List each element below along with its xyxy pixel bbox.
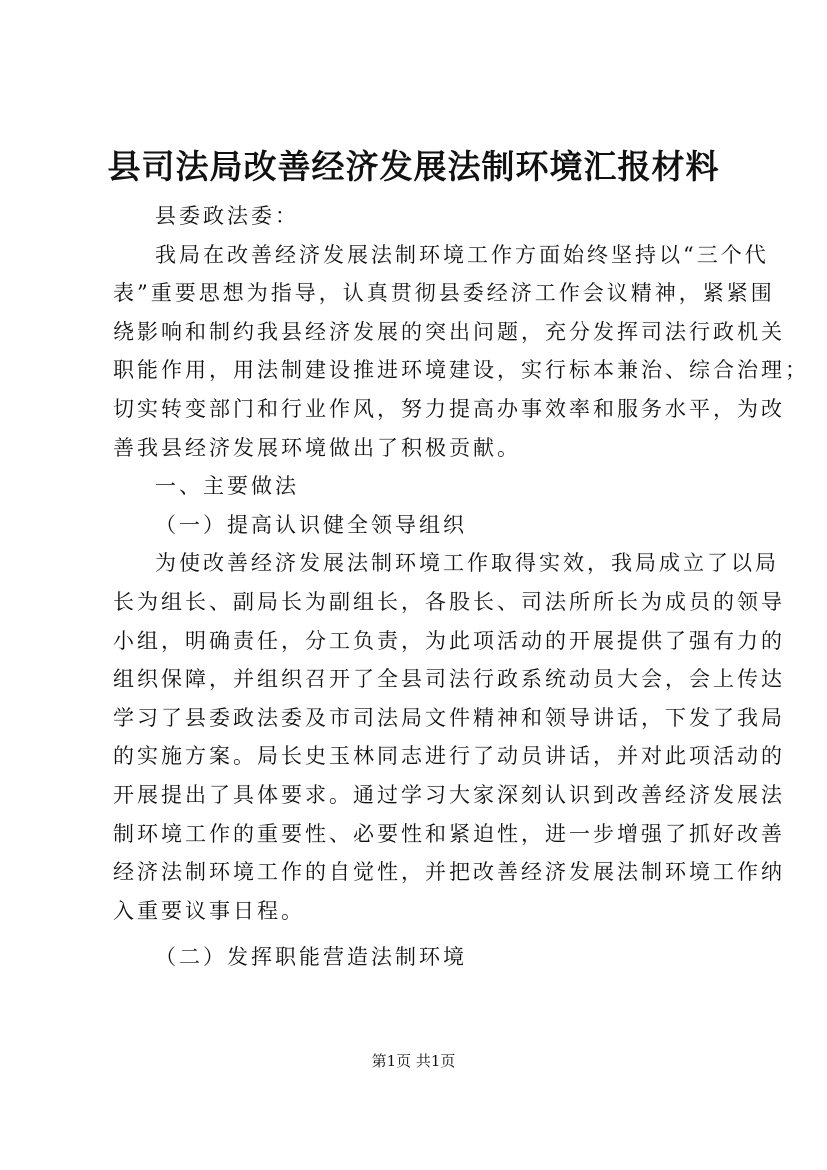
salutation: 县委政法委： (155, 204, 299, 228)
paragraph-line: 经济法制环境工作的自觉性，并把改善经济发展法制环境工作纳 (113, 860, 785, 885)
subsection-paragraph (113, 544, 785, 930)
intro-line: 绕影响和制约我县经济发展的突出问题，充分发挥司法行政机关 (113, 319, 785, 344)
intro-line: 我局在改善经济发展法制环境工作方面始终坚持以“三个代 (155, 242, 769, 267)
document-body (113, 197, 809, 977)
paragraph-line: 学习了县委政法委及市司法局文件精神和领导讲话，下发了我局 (113, 705, 785, 730)
intro-line: 表”重要思想为指导，认真贯彻县委经济工作会议精神，紧紧围 (113, 281, 775, 306)
section-heading: 一、主要做法 (155, 474, 299, 499)
page-number: 第1页 共1页 (371, 1052, 456, 1070)
intro-line: 善我县经济发展环境做出了积极贡献。 (113, 435, 521, 460)
intro-paragraph (113, 236, 809, 468)
intro-line: 职能作用，用法制建设推进环境建设，实行标本兼治、综合治理； (113, 358, 809, 383)
paragraph-line: 的实施方案。局长史玉林同志进行了动员讲话，并对此项活动的 (113, 744, 785, 769)
spacer (113, 930, 725, 938)
subsection-heading: （二）发挥职能营造法制环境 (155, 945, 467, 970)
paragraph-line: 长为组长、副局长为副组长，各股长、司法所所长为成员的领导 (113, 589, 785, 614)
paragraph-line: 为使改善经济发展法制环境工作取得实效，我局成立了以局 (155, 551, 779, 576)
document-title: 县司法局改善经济发展法制环境汇报材料 (107, 147, 720, 186)
paragraph-line: 开展提出了具体要求。通过学习大家深刻认识到改善经济发展法 (113, 782, 785, 807)
paragraph-line: 小组，明确责任，分工负责，为此项活动的开展提供了强有力的 (113, 628, 785, 653)
intro-line: 切实转变部门和行业作风，努力提高办事效率和服务水平，为改 (113, 396, 785, 421)
paragraph-line: 组织保障，并组织召开了全县司法行政系统动员大会，会上传达 (113, 667, 785, 692)
subsection-heading: （一）提高认识健全领导组织 (155, 512, 467, 537)
paragraph-line: 入重要议事日程。 (113, 898, 305, 923)
paragraph-line: 制环境工作的重要性、必要性和紧迫性，进一步增强了抓好改善 (113, 821, 785, 846)
